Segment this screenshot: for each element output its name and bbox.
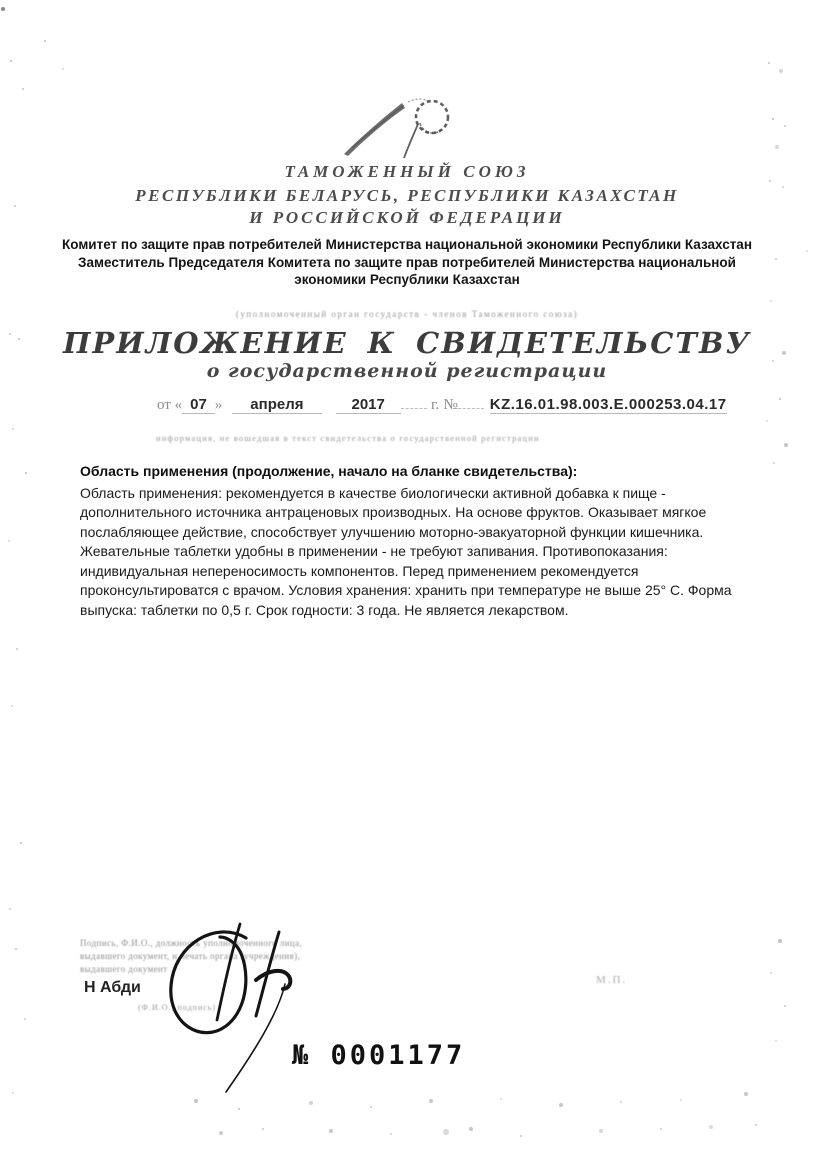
number-label: № [443, 397, 458, 413]
customs-union-header [0, 160, 814, 229]
date-prefix: от « [157, 397, 183, 413]
document-title: ПРИЛОЖЕНИЕ К СВИДЕТЕЛЬСТВУ [63, 326, 751, 360]
application-area-text: Область применения: рекомендуется в качестве биологически активной добавка к пище - дополнительного источника антраценовых производных. На основе фруктов. Оказывает мягкое послабляющее действие, способствует улучшению моторно-эвакуаторной функции кишечника. Жевательные таблетки удобны в применении - не требуют запивания. Противопоказания: индивидуальная непереносимость компонентов. Перед применением рекомендуется проконсультироватся с врачом. Условия хранения: хранить при температуре не выше 25° С. Форма выпуска: таблетки по 0,5 г. Срок годности: 3 года. Не является лекарством. [80, 484, 732, 618]
customs-union-emblem-icon [338, 90, 472, 162]
authority-caption: (уполномоченный орган государств - членов Таможенного союза) [235, 309, 579, 319]
committee-line-2: Заместитель Председателя Комитета по защите прав потребителей Министерства национальной экономики Республики Казахстан [78, 255, 736, 287]
seal-placeholder-mark: М.П. [596, 974, 628, 986]
date-month: апреля [232, 396, 321, 414]
signatory-name: Н Абди [84, 979, 141, 996]
date-day: 07 [182, 396, 215, 414]
issuing-authority-block [62, 236, 752, 289]
org-line-1: ТАМОЖЕННЫЙ СОЮЗ [284, 162, 530, 181]
date-and-number-row [157, 396, 757, 414]
date-year: 2017 [336, 396, 401, 414]
scan-noise-bottom [0, 0, 2, 2]
signature-caption-line-1: Подпись, Ф.И.О., должность уполномоченного лица, [80, 938, 303, 948]
date-quote-close: » [214, 397, 223, 413]
fio-caption: (Ф.И.О., подпись) [138, 1003, 217, 1012]
signature-caption-line-3: выдавшего документ [80, 964, 168, 974]
date-gap-line [401, 408, 427, 409]
info-caption: информация, не вошедшая в текст свидетельства о государственной регистрации [156, 433, 540, 443]
document-subtitle: о государственной регистрации [206, 360, 608, 382]
signature-caption-line-2: выдавшего документ, и печать органа (учреждения), [80, 951, 301, 961]
committee-line-1: Комитет по защите прав потребителей Министерства национальной экономики Республики Казахстан [62, 237, 752, 252]
org-line-3: И РОССИЙСКОЙ ФЕДЕРАЦИИ [249, 208, 565, 227]
form-serial-number: № 0001177 [292, 1040, 466, 1071]
registration-number: KZ.16.01.98.003.E.000253.04.17 [489, 396, 727, 413]
year-label: г. [431, 397, 440, 413]
application-area-heading: Область применения (продолжение, начало на бланке свидетельства): [80, 463, 578, 479]
org-line-2: РЕСПУБЛИКИ БЕЛАРУСЬ, РЕСПУБЛИКИ КАЗАХСТАН [135, 186, 679, 205]
application-area-block [80, 462, 756, 620]
number-gap-line [458, 408, 484, 409]
